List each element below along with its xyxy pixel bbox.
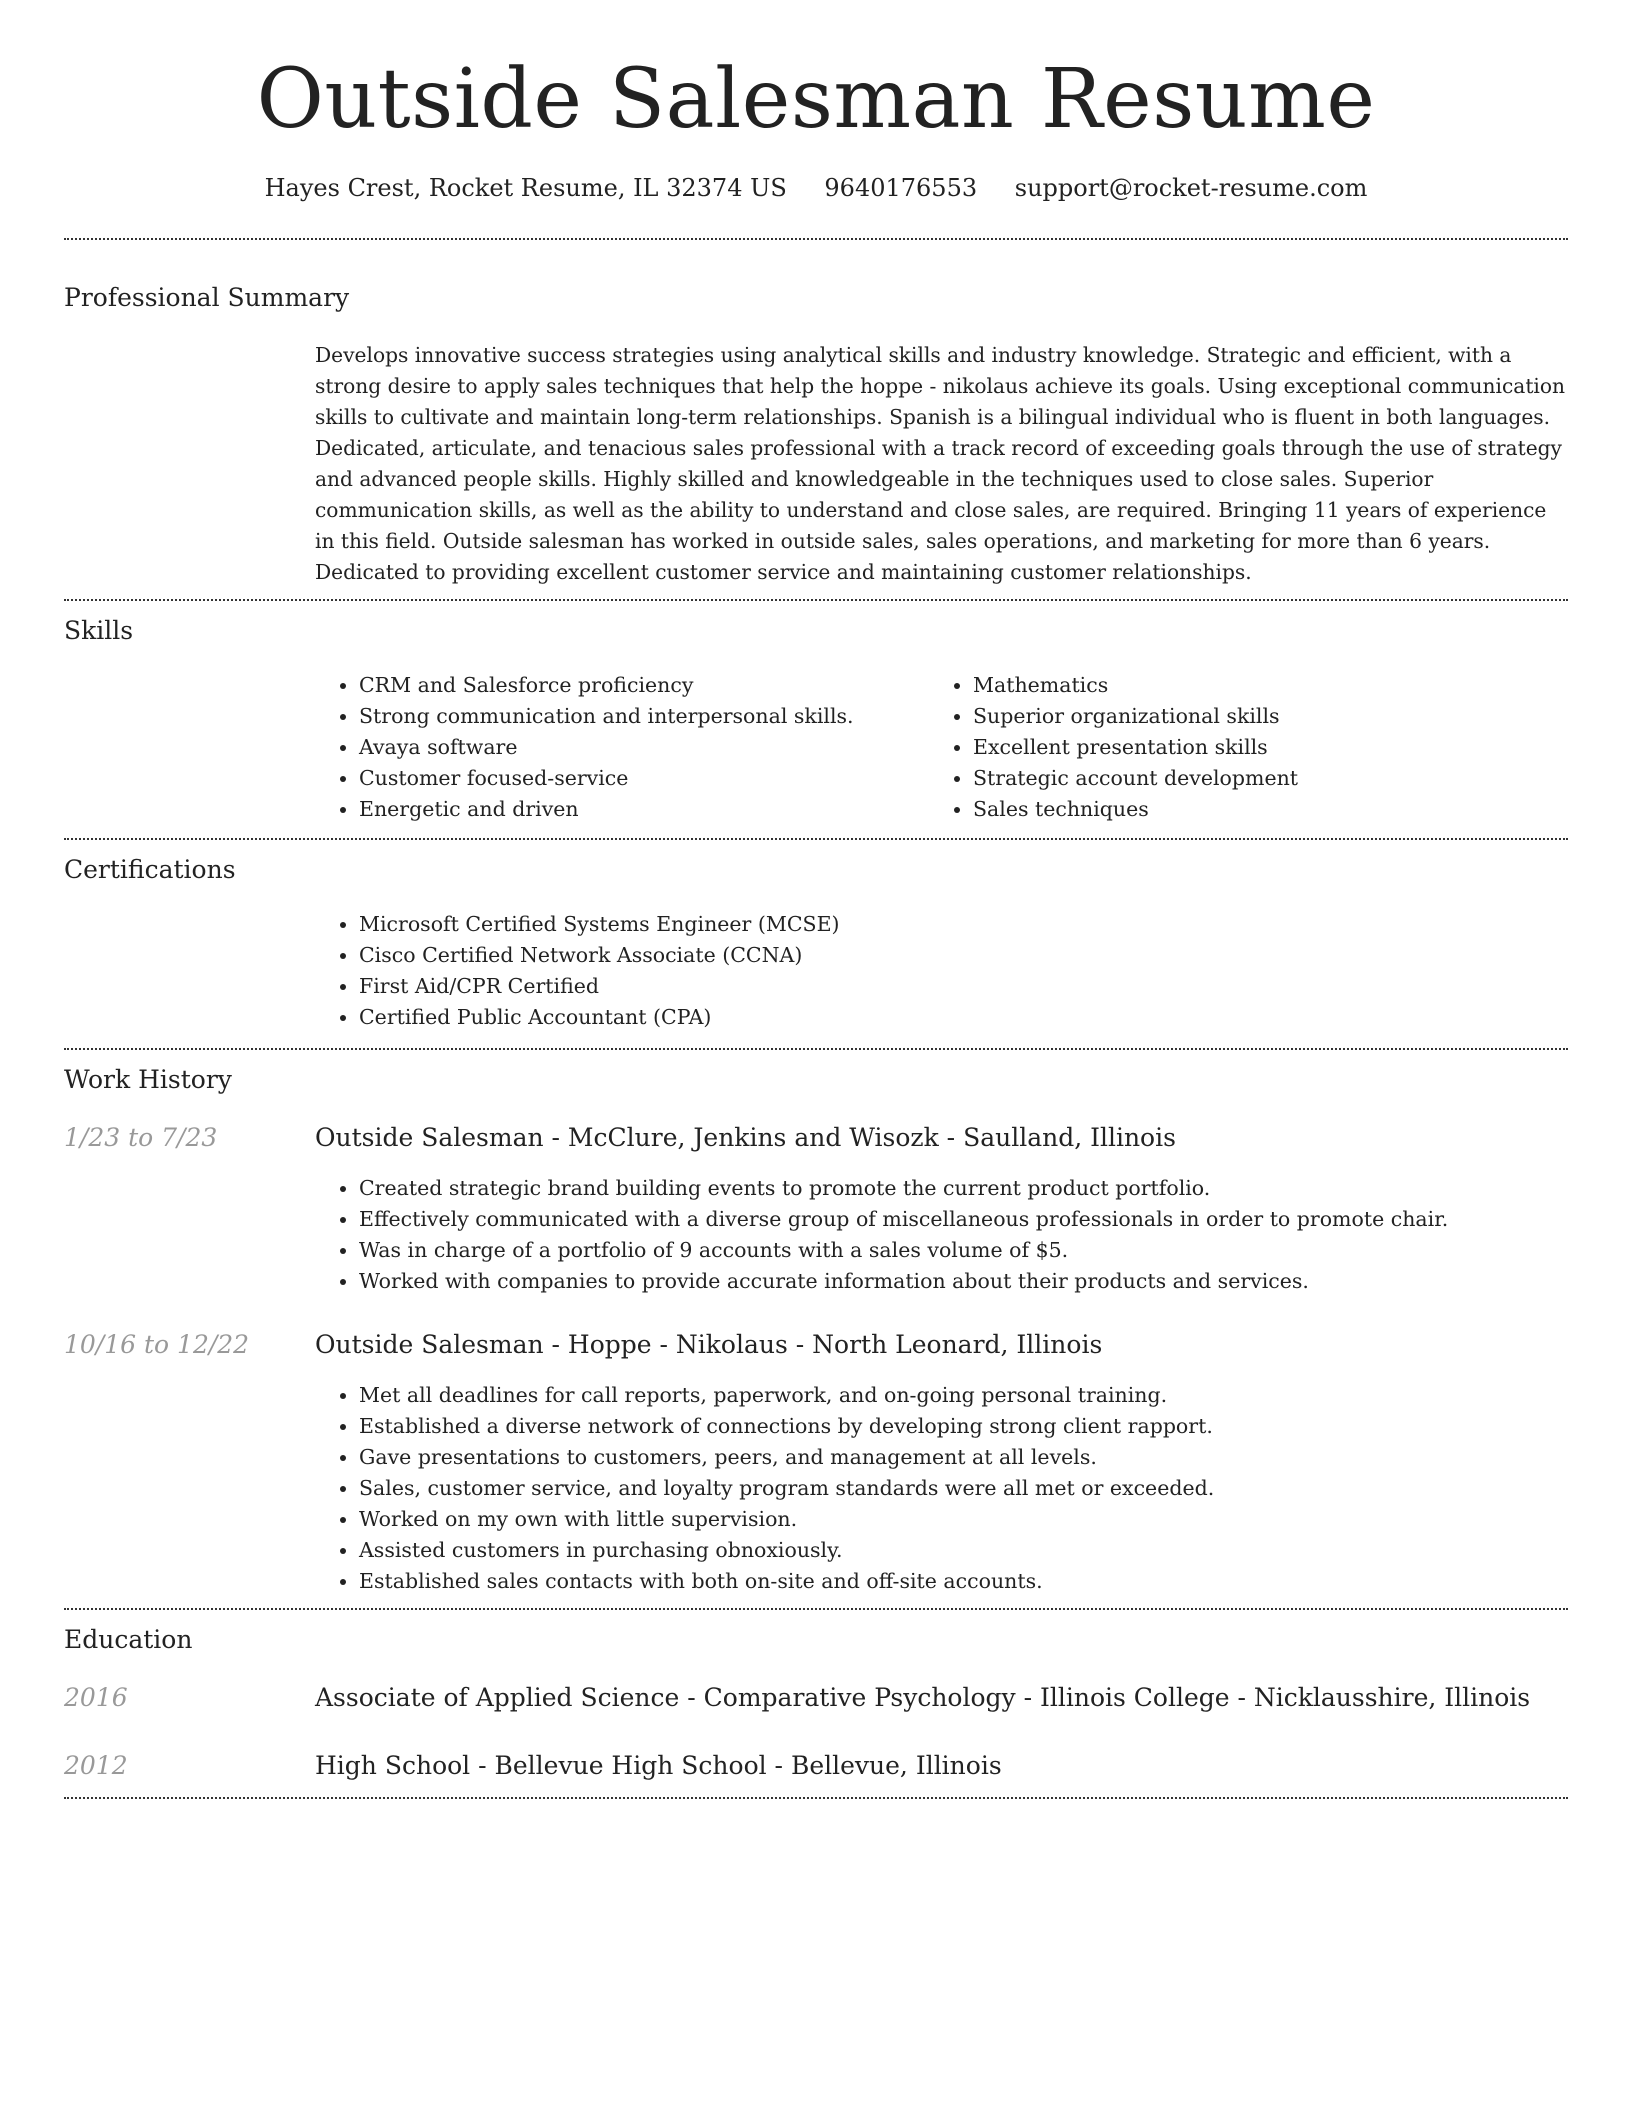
education-title: High School - Bellevue High School - Bellevue, Illinois (315, 1751, 1002, 1780)
job-bullets (315, 1380, 1214, 1597)
skills-heading: Skills (64, 616, 134, 645)
skill-item: • Excellent presentation skills (973, 732, 1298, 763)
job-title: Outside Salesman - McClure, Jenkins and Wisozk - Saulland, Illinois (315, 1123, 1176, 1152)
section-divider (64, 838, 1568, 840)
skill-item: • Strong communication and interpersonal skills. (359, 701, 854, 732)
skill-item: • Mathematics (973, 670, 1298, 701)
skill-item: • Superior organizational skills (973, 701, 1298, 732)
summary-text: Develops innovative success strategies using analytical skills and industry knowledge. Strategic and efficient, with a strong desire to apply sales techniques that help the hoppe - nikolaus achieve its goals. Using exceptional communication skills to cultivate and maintain long-term relationships. Spanish is a bilingual individual who is fluent in both languages. Dedicated, articulate, and tenacious sales professional with a track record of exceeding goals through the use of strategy and advanced people skills. Highly skilled and knowledgeable in the techniques used to close sales. Superior communication skills, as well as the ability to understand and close sales, are required. Bringing 11 years of experience in this field. Outside salesman has worked in outside sales, sales operations, and marketing for more than 6 years. Dedicated to providing excellent customer service and maintaining customer relationships. (315, 343, 1566, 584)
job-bullet: • Was in charge of a portfolio of 9 accounts with a sales volume of $5. (359, 1235, 1448, 1266)
certification-item: • Certified Public Accountant (CPA) (359, 1002, 840, 1033)
job-title: Outside Salesman - Hoppe - Nikolaus - North Leonard, Illinois (315, 1330, 1103, 1359)
work-history-heading: Work History (64, 1065, 232, 1094)
section-divider (64, 238, 1568, 240)
skill-item: • Customer focused-service (359, 763, 854, 794)
certification-item: • Cisco Certified Network Associate (CCNA) (359, 940, 840, 971)
certifications-list (315, 909, 840, 1033)
section-divider (64, 1608, 1568, 1610)
job-bullet: • Created strategic brand building events to promote the current product portfolio. (359, 1173, 1448, 1204)
job-dates: 10/16 to 12/22 (64, 1330, 250, 1359)
skill-item: • Energetic and driven (359, 794, 854, 825)
job-bullet: • Effectively communicated with a diverse group of miscellaneous professionals in order to promote chair. (359, 1204, 1448, 1235)
resume-title: Outside Salesman Resume (256, 52, 1376, 147)
skill-item: • Sales techniques (973, 794, 1298, 825)
job-bullet: • Established sales contacts with both on-site and off-site accounts. (359, 1566, 1214, 1597)
skills-list-right (929, 670, 1298, 825)
job-bullet: • Met all deadlines for call reports, paperwork, and on-going personal training. (359, 1380, 1214, 1411)
skill-item: • Strategic account development (973, 763, 1298, 794)
job-bullet: • Worked with companies to provide accurate information about their products and services. (359, 1266, 1448, 1297)
certification-item: • Microsoft Certified Systems Engineer (MCSE) (359, 909, 840, 940)
skills-list-left (315, 670, 854, 825)
job-bullet: • Established a diverse network of connections by developing strong client rapport. (359, 1411, 1214, 1442)
skill-item: • CRM and Salesforce proficiency (359, 670, 854, 701)
job-bullets (315, 1173, 1448, 1297)
job-bullet: • Gave presentations to customers, peers, and management at all levels. (359, 1442, 1214, 1473)
education-year: 2016 (64, 1683, 128, 1712)
contact-email: support@rocket-resume.com (1014, 174, 1368, 202)
summary-heading: Professional Summary (64, 283, 350, 312)
job-dates: 1/23 to 7/23 (64, 1123, 218, 1152)
education-heading: Education (64, 1625, 193, 1654)
certification-item: • First Aid/CPR Certified (359, 971, 840, 1002)
section-divider (64, 599, 1568, 601)
job-bullet: • Sales, customer service, and loyalty program standards were all met or exceeded. (359, 1473, 1214, 1504)
skill-item: • Avaya software (359, 732, 854, 763)
job-bullet: • Assisted customers in purchasing obnoxiously. (359, 1535, 1214, 1566)
education-year: 2012 (64, 1751, 128, 1780)
contact-line (0, 168, 1632, 208)
job-bullet: • Worked on my own with little supervision. (359, 1504, 1214, 1535)
education-title: Associate of Applied Science - Comparative Psychology - Illinois College - Nicklausshire, Illinois (315, 1683, 1531, 1712)
certifications-heading: Certifications (64, 855, 236, 884)
section-divider (64, 1797, 1568, 1799)
contact-address: Hayes Crest, Rocket Resume, IL 32374 US (264, 174, 787, 202)
section-divider (64, 1048, 1568, 1050)
contact-phone: 9640176553 (824, 174, 978, 202)
